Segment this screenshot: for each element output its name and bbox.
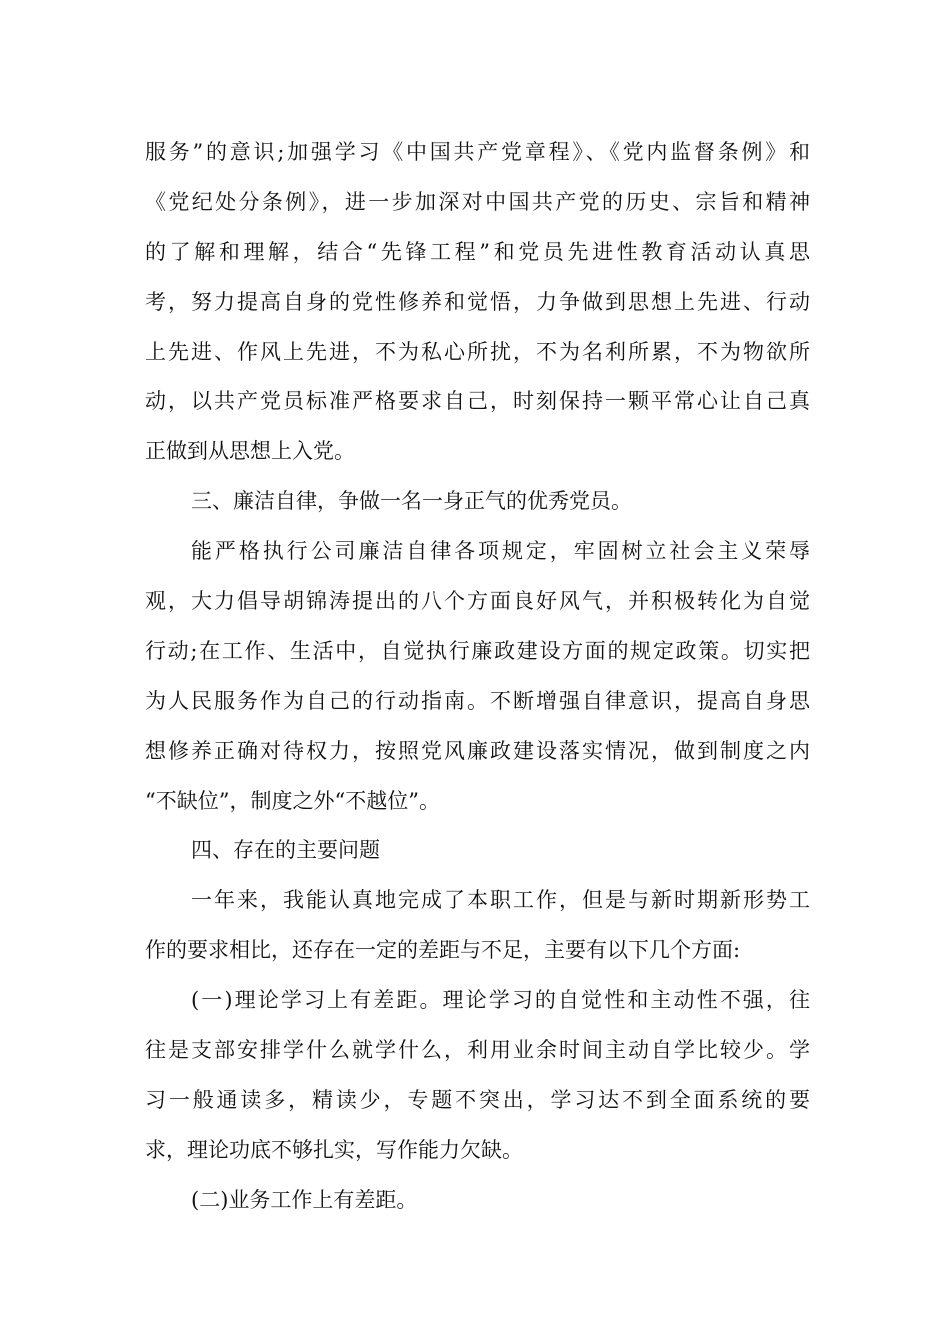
text-line: 正做到从思想上入党。 [145, 439, 355, 464]
text-line: 的了解和理解，结合“先锋工程”和党员先进性教育活动认真思 [145, 239, 810, 264]
text-line: 行动;在工作、生活中，自觉执行廉政建设方面的规定政策。切实把 [145, 638, 810, 663]
text-line: 能严格执行公司廉洁自律各项规定，牢固树立社会主义荣辱 [191, 539, 810, 564]
text-line: 往是支部安排学什么就学什么，利用业余时间主动自学比较少。学 [145, 1038, 810, 1063]
text-line: 想修养正确对待权力，按照党风廉政建设落实情况，做到制度之内 [145, 738, 810, 763]
document-body [145, 128, 810, 1226]
text-line: 观，大力倡导胡锦涛提出的八个方面良好风气，并积极转化为自觉 [145, 589, 810, 614]
text-line: 求，理论功底不够扎实，写作能力欠缺。 [145, 1137, 523, 1162]
text-line: 上先进、作风上先进，不为私心所扰，不为名利所累，不为物欲所 [145, 339, 810, 364]
text-line: “不缺位”，制度之外“不越位”。 [145, 788, 440, 813]
text-line: 作的要求相比，还存在一定的差距与不足，主要有以下几个方面: [145, 938, 741, 963]
text-line: (二)业务工作上有差距。 [191, 1187, 418, 1212]
text-line: 《党纪处分条例》，进一步加深对中国共产党的历史、宗旨和精神 [145, 189, 810, 214]
text-line: 一年来，我能认真地完成了本职工作，但是与新时期新形势工 [191, 888, 810, 913]
text-line: 四、存在的主要问题 [191, 838, 380, 863]
text-line: 习一般通读多，精读少，专题不突出，学习达不到全面系统的要 [145, 1087, 810, 1112]
text-line: 考，努力提高自身的党性修养和觉悟，力争做到思想上先进、行动 [145, 289, 810, 314]
text-line: 服务”的意识;加强学习《中国共产党章程》、《党内监督条例》和 [145, 140, 810, 164]
text-line: (一)理论学习上有差距。理论学习的自觉性和主动性不强，往 [191, 988, 810, 1013]
text-line: 为人民服务作为自己的行动指南。不断增强自律意识，提高自身思 [145, 688, 810, 713]
text-line: 三、廉洁自律，争做一名一身正气的优秀党员。 [191, 489, 632, 514]
text-line: 动，以共产党员标准严格要求自己，时刻保持一颗平常心让自己真 [145, 389, 810, 414]
